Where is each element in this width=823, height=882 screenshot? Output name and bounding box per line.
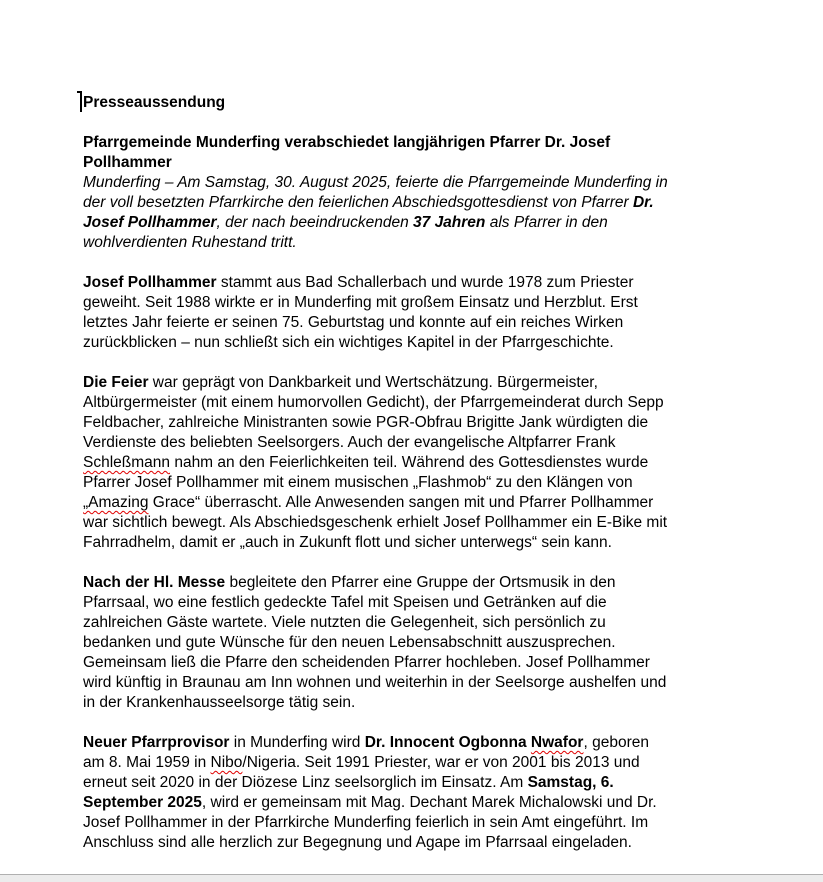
text-run[interactable]: zahlreichen Gäste wartete. Viele nutzten die Gelegenheit, sich persönlich zu <box>83 614 606 631</box>
text-run[interactable]: in Munderfing wird <box>229 734 365 751</box>
misspelled-word[interactable]: Nwafor <box>530 734 584 751</box>
text-run[interactable]: September 2025 <box>83 794 202 811</box>
text-run[interactable]: Fahrradhelm, damit er „auch in Zukunft flott und sicher unterwegs“ sein kann. <box>83 534 612 551</box>
text-run[interactable]: Die Feier <box>83 374 149 391</box>
text-line[interactable] <box>83 93 783 113</box>
text-run[interactable]: erneut seit 2020 in der Diözese Linz seelsorglich im Einsatz. Am <box>83 774 528 791</box>
text-run[interactable]: Dr. Innocent Ogbonna <box>364 734 531 751</box>
text-line[interactable] <box>83 793 783 813</box>
paragraph-body-1 <box>83 273 783 353</box>
text-run[interactable]: wird künftig in Braunau am Inn wohnen und weiterhin in der Seelsorge aushelfen und <box>83 674 667 691</box>
text-run[interactable]: zurückblicken – nun schließt sich ein wichtiges Kapitel in der Pfarrgeschichte. <box>83 334 614 351</box>
text-run[interactable]: war sichtlich bewegt. Als Abschiedsgeschenk erhielt Josef Pollhammer ein E-Bike mit <box>83 514 668 531</box>
text-line[interactable] <box>83 433 783 453</box>
text-run[interactable]: bedanken und gute Wünsche für den neuen Lebensabschnitt auszusprechen. <box>83 634 616 651</box>
text-line[interactable] <box>83 173 783 193</box>
text-run[interactable]: Presseaussendung <box>83 94 226 111</box>
paragraph-title <box>83 93 783 113</box>
text-run[interactable]: in der Krankenhausseelsorge tätig sein. <box>83 694 356 711</box>
text-line[interactable] <box>83 833 783 853</box>
text-line[interactable] <box>83 333 783 353</box>
paragraph-body-3 <box>83 573 783 713</box>
text-run[interactable]: der voll besetzten Pfarrkirche den feierlichen Abschiedsgottesdienst von Pfarrer <box>83 194 633 211</box>
text-run[interactable]: als Pfarrer in den <box>485 214 608 231</box>
text-run[interactable]: Josef Pollhammer <box>83 214 217 231</box>
text-line[interactable] <box>83 593 783 613</box>
text-line[interactable] <box>83 613 783 633</box>
text-line[interactable] <box>83 673 783 693</box>
text-line[interactable] <box>83 193 783 213</box>
text-run[interactable]: am 8. Mai 1959 in <box>83 754 211 771</box>
paragraph-body-4 <box>83 733 783 853</box>
text-line[interactable] <box>83 273 783 293</box>
text-line[interactable] <box>83 573 783 593</box>
text-run[interactable]: Pfarrgemeinde Munderfing verabschiedet langjährigen Pfarrer Dr. Josef <box>83 134 611 151</box>
text-run[interactable]: Grace“ überrascht. Alle Anwesenden sangen mit und Pfarrer Pollhammer <box>148 494 654 511</box>
text-run[interactable]: /Nigeria. Seit 1991 Priester, war er von 2001 bis 2013 und <box>242 754 640 771</box>
text-run[interactable]: nahm an den Feierlichkeiten teil. Während des Gottesdienstes wurde <box>170 454 649 471</box>
text-run[interactable]: Pollhammer <box>83 154 172 171</box>
text-run[interactable]: , wird er gemeinsam mit Mag. Dechant Marek Michalowski und Dr. <box>201 794 657 811</box>
text-line[interactable] <box>83 153 783 173</box>
text-line[interactable] <box>83 233 783 253</box>
text-line[interactable] <box>83 513 783 533</box>
text-run[interactable]: Josef Pollhammer <box>83 274 217 291</box>
text-line[interactable] <box>83 813 783 833</box>
paragraph-body-2 <box>83 373 783 553</box>
text-run[interactable]: Feldbacher, zahlreiche Ministranten sowie PGR-Obfrau Brigitte Jank würdigten die <box>83 414 649 431</box>
paragraph-lede <box>83 173 783 253</box>
text-line[interactable] <box>83 133 783 153</box>
misspelled-word[interactable]: Nibo <box>210 754 243 771</box>
misspelled-word[interactable]: Schleßmann <box>83 454 171 471</box>
text-run[interactable]: Gemeinsam ließ die Pfarre den scheidenden Pfarrer hochleben. Josef Pollhammer <box>83 654 650 671</box>
misspelled-word[interactable]: „Amazing <box>83 494 149 511</box>
text-run[interactable]: letztes Jahr feierte er seinen 75. Geburtstag und konnte auf ein reiches Wirken <box>83 314 624 331</box>
text-run[interactable]: , der nach beeindruckenden <box>216 214 414 231</box>
text-line[interactable] <box>83 313 783 333</box>
text-line[interactable] <box>83 633 783 653</box>
bottom-bar <box>0 874 823 882</box>
text-line[interactable] <box>83 213 783 233</box>
text-line[interactable] <box>83 453 783 473</box>
text-line[interactable] <box>83 533 783 553</box>
text-line[interactable] <box>83 753 783 773</box>
text-line[interactable] <box>83 693 783 713</box>
text-run[interactable]: wohlverdienten Ruhestand tritt. <box>83 234 297 251</box>
text-line[interactable] <box>83 373 783 393</box>
text-run[interactable]: Josef Pollhammer in der Pfarrkirche Munderfing feierlich in sein Amt eingeführt. Im <box>83 814 649 831</box>
text-run[interactable]: Altbürgermeister (mit einem humorvollen Gedicht), der Pfarrgemeinderat durch Sepp <box>83 394 664 411</box>
text-run[interactable]: Verdienste des beliebten Seelsorgers. Auch der evangelische Altpfarrer Frank <box>83 434 616 451</box>
text-line[interactable] <box>83 473 783 493</box>
text-line[interactable] <box>83 493 783 513</box>
text-run[interactable]: Dr. <box>632 194 654 211</box>
text-run[interactable]: stammt aus Bad Schallerbach und wurde 1978 zum Priester <box>216 274 634 291</box>
text-run[interactable]: begleitete den Pfarrer eine Gruppe der Ortsmusik in den <box>225 574 616 591</box>
document-text-area[interactable] <box>83 93 783 853</box>
text-line[interactable] <box>83 653 783 673</box>
text-run[interactable]: Neuer Pfarrprovisor <box>83 734 230 751</box>
text-run[interactable]: geweiht. Seit 1988 wirkte er in Munderfing mit großem Einsatz und Herzblut. Erst <box>83 294 638 311</box>
text-run[interactable]: Nach der Hl. Messe <box>83 574 226 591</box>
text-line[interactable] <box>83 733 783 753</box>
text-line[interactable] <box>83 293 783 313</box>
text-line[interactable] <box>83 773 783 793</box>
text-run[interactable]: , geboren <box>583 734 649 751</box>
text-run[interactable]: Munderfing – Am Samstag, 30. August 2025, feierte die Pfarrgemeinde Munderfing in <box>83 174 668 191</box>
text-line[interactable] <box>83 393 783 413</box>
text-run[interactable]: 37 Jahren <box>413 214 486 231</box>
paragraph-headline <box>83 133 783 173</box>
text-run[interactable]: Pfarrer Josef Pollhammer mit einem musischen „Flashmob“ zu den Klängen von <box>83 474 633 491</box>
text-cursor <box>80 91 82 112</box>
text-run[interactable]: war geprägt von Dankbarkeit und Wertschätzung. Bürgermeister, <box>148 374 598 391</box>
text-run[interactable]: Anschluss sind alle herzlich zur Begegnung und Agape im Pfarrsaal eingeladen. <box>83 834 632 851</box>
text-run[interactable]: Samstag, 6. <box>527 774 614 791</box>
text-line[interactable] <box>83 413 783 433</box>
text-run[interactable]: Pfarrsaal, wo eine festlich gedeckte Tafel mit Speisen und Getränken auf die <box>83 594 607 611</box>
